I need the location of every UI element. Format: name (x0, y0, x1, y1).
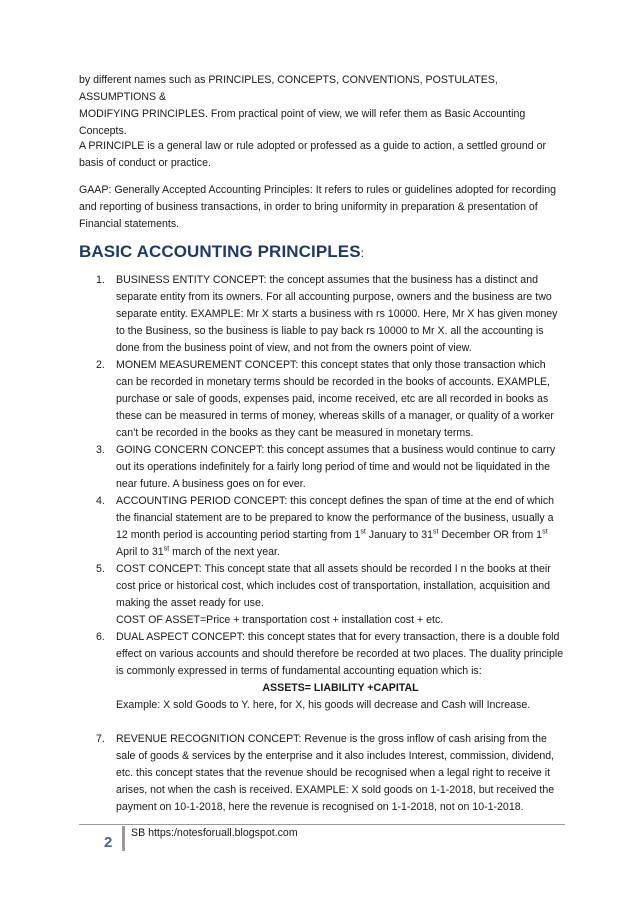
cost-formula: COST OF ASSET=Price + transportation cost + installation cost + etc. (116, 614, 444, 626)
principle-definition: A PRINCIPLE is a general law or rule adopted or professed as a guide to action, a settled ground or basis of conduct or practice. (79, 140, 546, 169)
list-item-number: 2. (96, 359, 105, 371)
list-item-text-part: march of the next year. (169, 546, 280, 558)
intro-line-3: Concepts. (79, 125, 127, 137)
footer-source: SB https:/notesforuall.blogspot.com (131, 827, 298, 839)
list-item-text-part: December OR from 1 (438, 529, 543, 541)
list-item-text-part: April to 31 (116, 546, 164, 558)
list-item-text: REVENUE RECOGNITION CONCEPT: Revenue is the gross inflow of cash arising from the sale of goods & services by the enterprise and it also includes Interest, commission, dividend, etc. this concept states that the revenue should be recognised when a legal right to receive it arises, not when the cash is received. EXAMPLE: X sold goods on 1-1-2018, but received the payment on 10-1-2018, here the revenue is recognised on 1-1-2018, not on 10-1-2018. (116, 733, 555, 813)
page-number: 2 (104, 834, 113, 851)
section-heading-colon: : (360, 246, 365, 260)
list-item-text: GOING CONCERN CONCEPT: this concept assumes that a business would continue to carry out its operations indefinitely for a fairly long period of time and would not be liquidated in the near future. A business goes on for ever. (116, 444, 556, 490)
list-item (79, 493, 565, 561)
gaap-definition: GAAP: Generally Accepted Accounting Principles: It refers to rules or guidelines adopted for recording and reporting of business transactions, in order to bring uniformity in preparation & presentation of Financial statements. (79, 184, 556, 230)
list-item-text: DUAL ASPECT CONCEPT: this concept states that for every transaction, there is a double fold effect on various accounts and should therefore be recorded at two places. The duality principle is commonly expressed in terms of fundamental accounting equation which is: (116, 631, 564, 677)
list-item-number: 3. (96, 444, 105, 456)
list-item-text (116, 495, 554, 558)
accounting-equation: ASSETS= LIABILITY +CAPITAL (262, 682, 419, 694)
list-item-number: 6. (96, 631, 105, 643)
list-item (79, 629, 565, 731)
list-item-number: 4. (96, 495, 105, 507)
intro-line-2: MODIFYING PRINCIPLES. From practical point of view, we will refer them as Basic Accounting (79, 108, 526, 120)
list-item-number: 7. (96, 733, 105, 745)
list-item (79, 561, 565, 629)
list-item-number: 1. (96, 274, 105, 286)
section-heading (79, 242, 364, 262)
list-item (79, 442, 565, 493)
spacer (116, 714, 565, 731)
ordinal-suffix: st (360, 528, 366, 536)
list-item-text: MONEM MEASUREMENT CONCEPT: this concept states that only those transaction which can be recorded in monetary terms should be recorded in the books of accounts. EXAMPLE, purchase or sale of goods, expenses paid, income received, etc are all recorded in books as these can be measured in terms of money, whereas skills of a manager, or quality of a worker can’t be recorded in the books as they cant be measured in monetary terms. (116, 359, 554, 439)
list-item (79, 731, 565, 816)
list-item (79, 272, 565, 357)
intro-line-1: by different names such as PRINCIPLES, CONCEPTS, CONVENTIONS, POSTULATES, ASSUMPTIONS & (79, 74, 498, 103)
dual-aspect-example: Example: X sold Goods to Y. here, for X, his goods will decrease and Cash will Increase. (116, 699, 531, 711)
list-item-number: 5. (96, 563, 105, 575)
list-item-text: COST CONCEPT: This concept state that all assets should be recorded I n the books at their cost price or historical cost, which includes cost of transportation, installation, acquisition and making the asset ready for use. (116, 563, 551, 609)
footer-divider (79, 824, 565, 825)
ordinal-suffix: st (432, 528, 439, 536)
intro-paragraph (79, 72, 565, 140)
list-item-text: BUSINESS ENTITY CONCEPT: the concept assumes that the business has a distinct and separate entity from its owners. For all accounting purpose, owners and the business are two separate entity. EXAMPLE: Mr X starts a business with rs 10000. Here, Mr X has given money to the Business, so the business is liable to pay back rs 10000 to Mr X. all the accounting is done from the business point of view, and not from the owners point of view. (116, 274, 558, 354)
list-item-text-part: January to 31 (365, 529, 433, 541)
list-item-text-part: ACCOUNTING PERIOD CONCEPT: this concept defines the span of time at the end of which the financial statement are to be prepared to know the performance of the business, usually a 12 month period is accounting period starting from 1 (116, 495, 555, 541)
ordinal-suffix: st (542, 528, 548, 536)
ordinal-suffix: st (163, 545, 170, 553)
footer-vertical-bar (122, 826, 125, 851)
principles-list (79, 272, 565, 816)
list-item (79, 357, 565, 442)
section-heading-text: BASIC ACCOUNTING PRINCIPLES (79, 242, 361, 261)
